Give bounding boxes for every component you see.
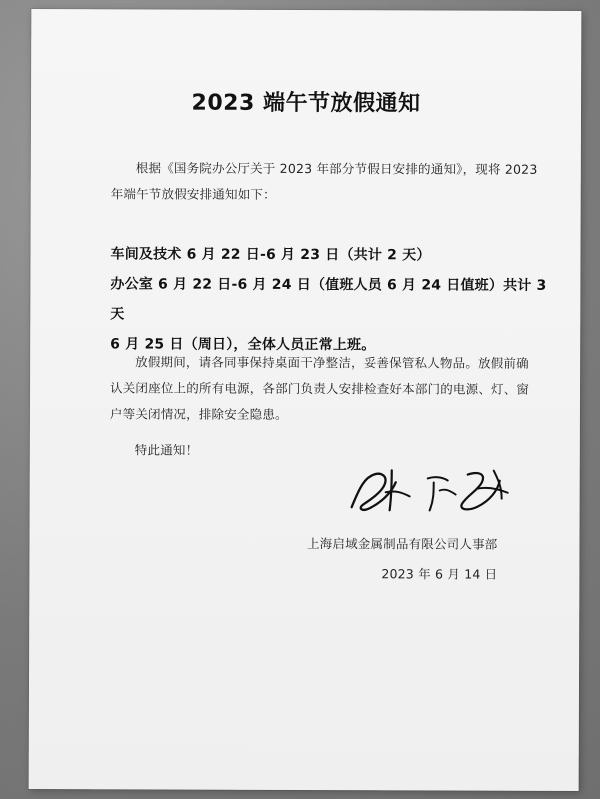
issuer-department: 上海启域金属制品有限公司人事部 [306,536,498,552]
notice-title: 2023 端午节放假通知 [191,90,421,117]
schedule-line-workshop: 车间及技术 6 月 22 日-6 月 23 日（共计 2 天） [110,246,431,264]
closing-line: 特此通知！ [134,442,199,458]
intro-paragraph: 根据《国务院办公厅关于 2023 年部分节假日安排的通知》，现将 2023 年端午节放假安排通知如下： [110,160,538,202]
schedule-block [110,239,550,361]
notice-paper [29,9,582,791]
notice-paragraph: 放假期间，请各同事保持桌面干净整洁，妥善保管私人物品。放假前确认关闭座位上的所有电源，各部门负责人安排检查好本部门的电源、灯、窗户等关闭情况，排除安全隐患。 [109,354,530,422]
schedule-line-return: 6 月 25 日（周日），全体人员正常上班。 [110,336,376,354]
issue-date: 2023 年 6 月 14 日 [381,566,498,582]
signature [330,452,520,528]
schedule-line-office: 办公室 6 月 22 日-6 月 24 日（值班人员 6 月 24 日值班）共计 3 天 [110,276,547,323]
